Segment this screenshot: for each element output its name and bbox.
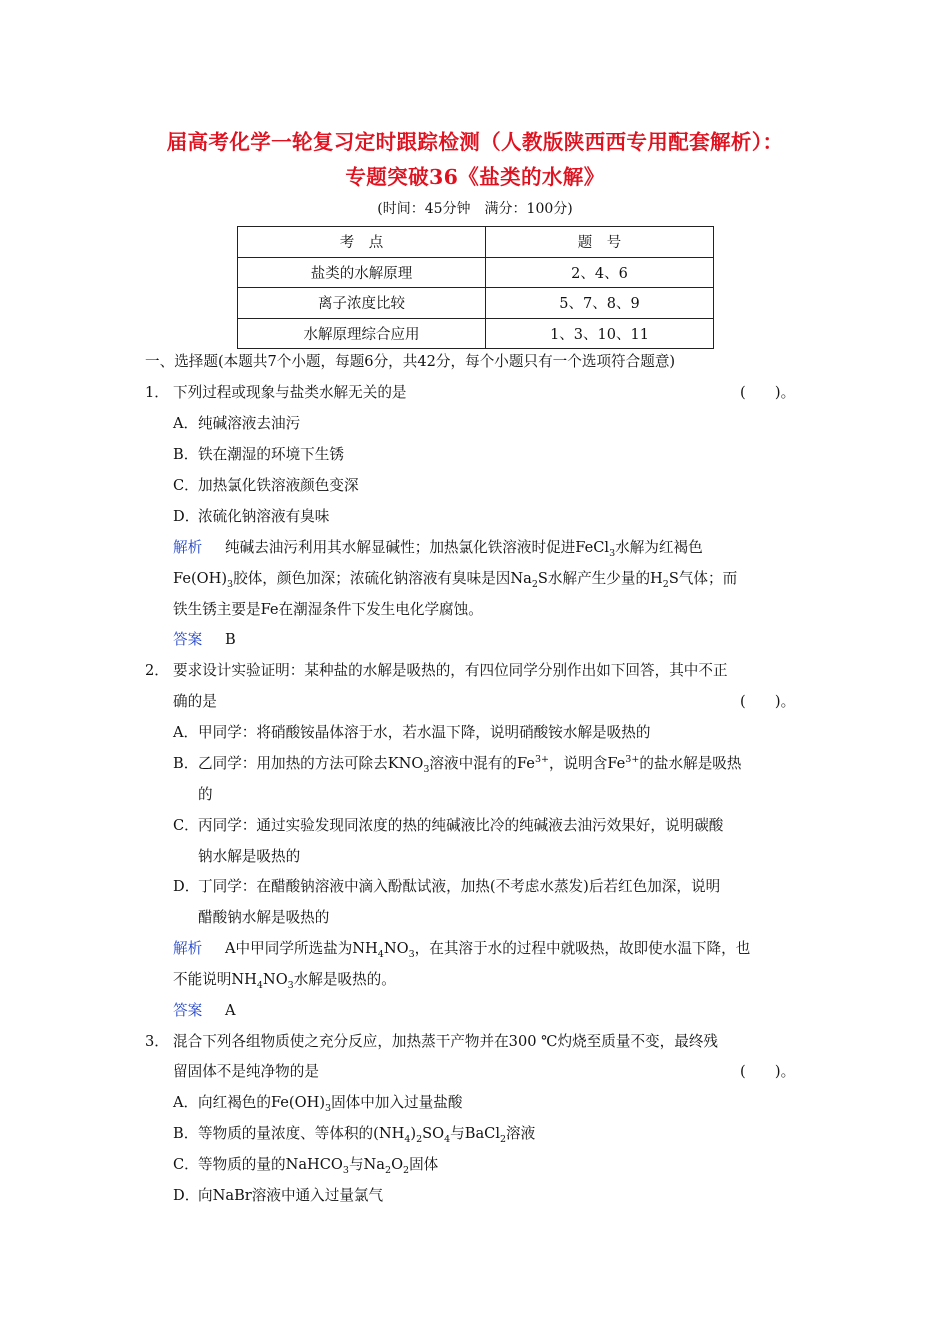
- option-a: [173, 1093, 462, 1113]
- analysis-text: ，在其溶于水的过程中就吸热，故即使水温下降，也: [414, 940, 751, 957]
- option-text: 的盐水解是吸热: [639, 755, 742, 772]
- option-d: [173, 1186, 383, 1206]
- option-text: 向红褐色的Fe(OH): [198, 1094, 326, 1111]
- option-text-cont: 醋酸钠水解是吸热的: [198, 909, 330, 926]
- option-text: 溶液: [506, 1125, 536, 1142]
- table-cell: 离子浓度比较: [238, 288, 486, 319]
- option-c: [173, 1155, 438, 1175]
- option-label: B．: [173, 1125, 199, 1142]
- analysis-text: 胶体，颜色加深；浓硫化钠溶液有臭味是因Na: [233, 570, 532, 587]
- answer-blank: ( )。: [740, 693, 796, 710]
- analysis-line: [173, 970, 396, 990]
- question-number: 1．: [145, 384, 169, 401]
- option-text: 加热氯化铁溶液颜色变深: [198, 477, 359, 494]
- option-text: 溶液中混有的Fe: [429, 755, 535, 772]
- option-label: B．: [173, 755, 199, 772]
- page-title-line2: 专题突破36《盐类的水解》: [345, 165, 605, 189]
- table-row: [238, 288, 714, 319]
- subscript: 2: [416, 1133, 423, 1145]
- option-text: O: [391, 1156, 404, 1173]
- analysis-text: A中甲同学所选盐为NH: [225, 940, 378, 957]
- option-label: C．: [173, 477, 199, 494]
- subscript: 3: [342, 1164, 349, 1176]
- table-header-cell: 题 号: [486, 227, 714, 258]
- option-text: 与BaCl: [450, 1125, 500, 1142]
- subscript: 4: [256, 979, 263, 991]
- option-text: 固体中加入过量盐酸: [331, 1094, 463, 1111]
- table-cell: 1、3、10、11: [486, 318, 714, 349]
- option-label: C．: [173, 1156, 199, 1173]
- question-number: 3．: [145, 1033, 169, 1050]
- analysis-text: 水解是吸热的。: [293, 971, 396, 988]
- option-text: ): [410, 1125, 417, 1142]
- subscript: 3: [227, 578, 234, 590]
- option-text: 向NaBr溶液中通入过量氯气: [198, 1187, 384, 1204]
- topic-table: [237, 226, 714, 349]
- answer-label: 答案: [173, 631, 203, 648]
- subscript: 4: [377, 948, 384, 960]
- option-label: D．: [173, 878, 200, 895]
- option-c: [173, 816, 723, 836]
- option-text: 等物质的量的NaHCO: [198, 1156, 343, 1173]
- option-label: A．: [173, 724, 199, 741]
- analysis-text: 纯碱去油污利用其水解显碱性；加热氯化铁溶液时促进FeCl: [225, 539, 610, 556]
- table-cell: 盐类的水解原理: [238, 257, 486, 288]
- answer-line: [173, 1001, 236, 1021]
- option-text: 与Na: [348, 1156, 386, 1173]
- superscript: 3+: [625, 754, 640, 766]
- question-text: 要求设计实验证明：某种盐的水解是吸热的，有四位同学分别作出如下回答，其中不正: [173, 662, 728, 679]
- subscript: 2: [531, 578, 538, 590]
- table-row: [238, 318, 714, 349]
- option-d: [173, 877, 720, 897]
- option-text: 纯碱溶液去油污: [198, 415, 301, 432]
- table-cell: 5、7、8、9: [486, 288, 714, 319]
- option-text: 等物质的量浓度、等体积的(NH: [198, 1125, 405, 1142]
- option-label: C．: [173, 817, 199, 834]
- analysis-line: [173, 939, 750, 959]
- superscript: 3+: [534, 754, 549, 766]
- subscript: 4: [444, 1133, 451, 1145]
- question-text: 混合下列各组物质使之充分反应，加热蒸干产物并在300 ℃灼烧至质量不变，最终残: [173, 1033, 719, 1050]
- table-header-cell: 考 点: [238, 227, 486, 258]
- option-text: 丙同学：通过实验发现同浓度的热的纯碱液比冷的纯碱液去油污效果好，说明碳酸: [198, 817, 724, 834]
- subscript: 2: [385, 1164, 392, 1176]
- option-text-cont: 钠水解是吸热的: [198, 848, 301, 865]
- subscript: 3: [423, 763, 430, 775]
- option-label: A．: [173, 415, 199, 432]
- answer-value: B: [225, 631, 236, 648]
- subscript: 4: [404, 1133, 411, 1145]
- analysis-text: NO: [262, 971, 288, 988]
- subscript: 3: [325, 1102, 332, 1114]
- question-text-cont: 确的是: [173, 693, 217, 710]
- answer-label: 答案: [173, 1002, 203, 1019]
- time-score-info: (时间：45分钟 满分：100分): [377, 201, 573, 217]
- option-c: [173, 476, 359, 496]
- answer-blank: ( )。: [740, 1063, 796, 1080]
- option-b: [173, 1124, 535, 1144]
- subscript: 2: [500, 1133, 507, 1145]
- analysis-text: Fe(OH): [173, 570, 228, 587]
- table-cell: 2、4、6: [486, 257, 714, 288]
- option-text: 固体: [409, 1156, 439, 1173]
- question-text-cont: 留固体不是纯净物的是: [173, 1063, 319, 1080]
- option-d: [173, 507, 329, 527]
- question-1-stem: [145, 383, 407, 403]
- option-text: 甲同学：将硝酸铵晶体溶于水，若水温下降，说明硝酸铵水解是吸热的: [198, 724, 651, 741]
- section-heading: 一、选择题(本题共7个小题，每题6分，共42分，每个小题只有一个选项符合题意): [145, 353, 676, 370]
- option-label: D．: [173, 1187, 200, 1204]
- analysis-line: [173, 569, 737, 589]
- option-text: 铁在潮湿的环境下生锈: [198, 446, 344, 463]
- analysis-line: [173, 538, 703, 558]
- option-text-cont: 的: [198, 786, 213, 803]
- subscript: 2: [403, 1164, 410, 1176]
- subscript: 2: [662, 578, 669, 590]
- answer-line: [173, 630, 236, 650]
- option-b: [173, 754, 741, 774]
- answer-blank: ( )。: [740, 384, 796, 401]
- analysis-text: NO: [383, 940, 409, 957]
- table-cell: 水解原理综合应用: [238, 318, 486, 349]
- analysis-text: 水解为红褐色: [615, 539, 703, 556]
- option-text: ，说明含Fe: [548, 755, 626, 772]
- option-text: 乙同学：用加热的方法可除去KNO: [198, 755, 424, 772]
- question-text: 下列过程或现象与盐类水解无关的是: [173, 384, 407, 401]
- page-title: 届高考化学一轮复习定时跟踪检测（人教版陕西西专用配套解析）：: [166, 130, 784, 154]
- question-2-stem: [145, 661, 728, 681]
- option-b: [173, 445, 344, 465]
- table-header-row: [238, 227, 714, 258]
- option-label: D．: [173, 508, 200, 525]
- option-a: [173, 723, 650, 743]
- option-label: A．: [173, 1094, 199, 1111]
- question-3-stem: [145, 1032, 718, 1052]
- subscript: 3: [609, 547, 616, 559]
- answer-value: A: [225, 1002, 236, 1019]
- option-text: 浓硫化钠溶液有臭味: [198, 508, 330, 525]
- analysis-line: 铁生锈主要是Fe在潮湿条件下发生电化学腐蚀。: [173, 601, 483, 618]
- subscript: 3: [408, 948, 415, 960]
- analysis-text: S气体；而: [668, 570, 738, 587]
- option-label: B．: [173, 446, 199, 463]
- table-row: [238, 257, 714, 288]
- analysis-text: 不能说明NH: [173, 971, 257, 988]
- analysis-label: 解析: [173, 539, 203, 556]
- analysis-text: S水解产生少量的H: [537, 570, 663, 587]
- question-number: 2．: [145, 662, 169, 679]
- option-a: [173, 414, 300, 434]
- option-text: 丁同学：在醋酸钠溶液中滴入酚酞试液，加热(不考虑水蒸发)后若红色加深，说明: [198, 878, 721, 895]
- option-text: SO: [422, 1125, 445, 1142]
- subscript: 3: [287, 979, 294, 991]
- analysis-label: 解析: [173, 940, 203, 957]
